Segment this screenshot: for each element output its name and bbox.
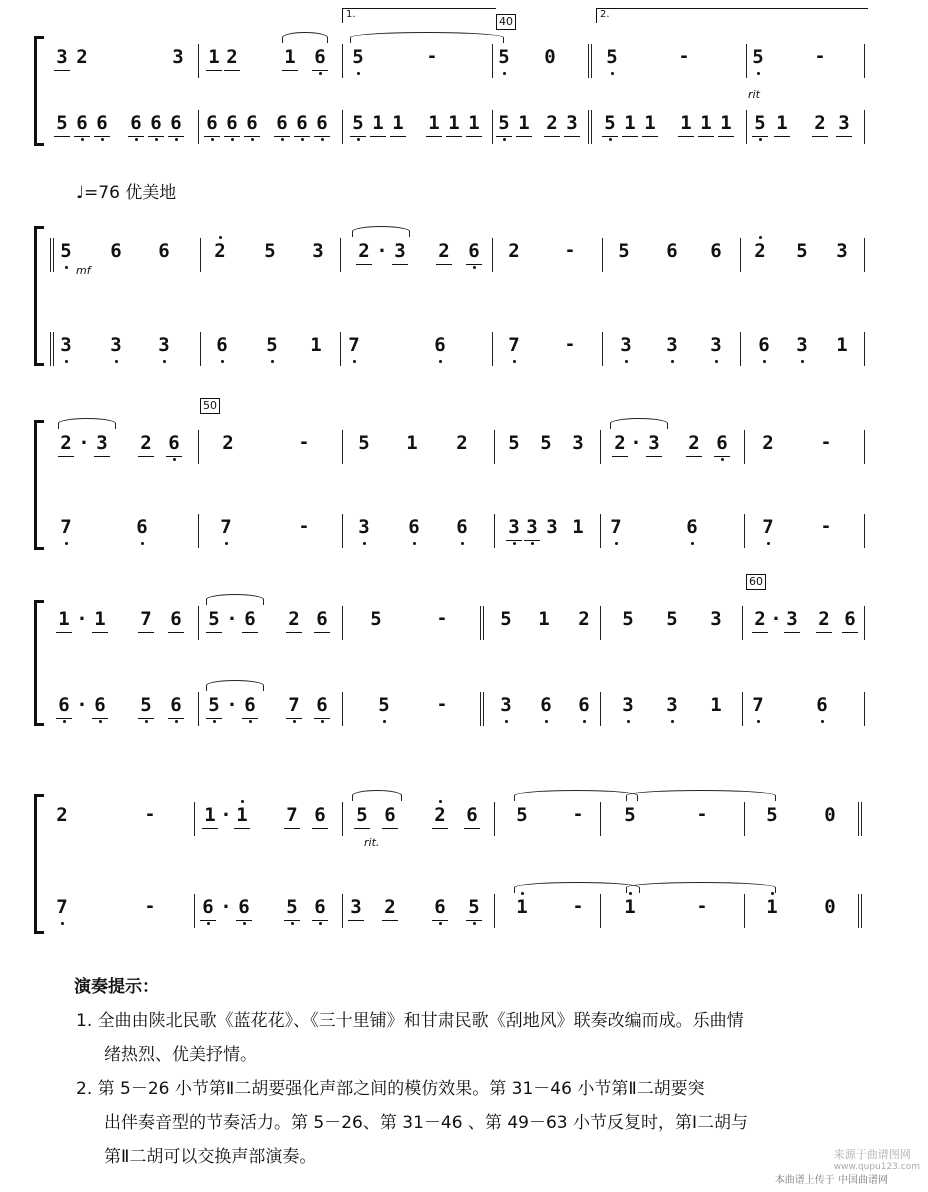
note: 3 [662, 694, 682, 716]
note: 6 [90, 694, 110, 716]
note: 6 [166, 112, 186, 134]
barline [200, 238, 201, 272]
note: 6 [462, 804, 482, 826]
note: 3 [172, 46, 184, 68]
note: 2 [430, 804, 450, 826]
note: 1 [710, 694, 722, 716]
note: 6 [312, 694, 332, 716]
dash: - [698, 896, 706, 917]
barline [858, 802, 865, 836]
note: 1 [280, 46, 300, 68]
barline [480, 692, 487, 726]
note: 7 [504, 334, 524, 356]
note: 5 [282, 896, 302, 918]
score-system-4 [0, 575, 928, 726]
dash: - [300, 432, 308, 453]
note: 5 [600, 112, 620, 134]
barline [864, 692, 865, 726]
note: 3 [522, 516, 542, 538]
note: 7 [216, 516, 236, 538]
note: 5 [52, 112, 72, 134]
barline [858, 894, 865, 928]
barline [602, 238, 603, 272]
barline [342, 802, 343, 836]
note: 2 [578, 608, 590, 630]
note: 6 [754, 334, 774, 356]
note: 6 [452, 516, 472, 538]
footer: 本曲谱上传于 中国曲谱网 [774, 1175, 888, 1186]
watermark: 来源于曲谱图网 www.qupu123.com [833, 1148, 920, 1172]
note: 1 [836, 334, 848, 356]
note: 7 [606, 516, 626, 538]
barline [588, 110, 595, 144]
note: 6 [682, 516, 702, 538]
note: 3 [618, 694, 638, 716]
note: 1 [444, 112, 464, 134]
mf-mark: mf [76, 264, 91, 277]
staff-lower [0, 328, 928, 368]
tempo-mark: ♩=76 优美地 [76, 183, 177, 203]
barline [588, 44, 595, 78]
note: 6 [92, 112, 112, 134]
barline [492, 110, 493, 144]
note: 2 [610, 432, 630, 454]
dash: - [146, 804, 154, 825]
barline [342, 514, 343, 548]
staff-upper [0, 798, 928, 838]
note: 5 [666, 608, 678, 630]
note: 5 [370, 608, 382, 630]
tie [352, 790, 402, 801]
barline [864, 44, 865, 78]
note: 6 [430, 334, 450, 356]
note: 7 [758, 516, 778, 538]
note-1-line-2: 绪热烈、优美抒情。 [104, 1045, 257, 1065]
note: 6 [72, 112, 92, 134]
note: 3 [504, 516, 524, 538]
note: 0 [544, 46, 556, 68]
dash: - [574, 804, 582, 825]
note: 3 [56, 334, 76, 356]
barline [494, 802, 495, 836]
note: 7 [748, 694, 768, 716]
note: 3 [154, 334, 174, 356]
note: 3 [706, 334, 726, 356]
note: 6 [164, 432, 184, 454]
barline [198, 692, 199, 726]
barline [600, 514, 601, 548]
barline [864, 238, 865, 272]
barline [746, 110, 747, 144]
staff-lower [0, 688, 928, 728]
note: 3 [836, 240, 848, 262]
note: 2 [76, 46, 88, 68]
note: 5 [348, 112, 368, 134]
barline [864, 110, 865, 144]
note: 1 [232, 804, 252, 826]
note: 2 [222, 432, 234, 454]
note: 2 [542, 112, 562, 134]
barline [342, 110, 343, 144]
note: 6 [380, 804, 400, 826]
note: 6 [240, 608, 260, 630]
note: 0 [824, 896, 836, 918]
barline [602, 332, 603, 366]
barline [194, 802, 195, 836]
note: 6 [222, 112, 242, 134]
note: 2 [284, 608, 304, 630]
note: 6 [840, 608, 860, 630]
note: 2 [750, 240, 770, 262]
score-system-5 [0, 794, 928, 934]
note: 2 [810, 112, 830, 134]
note: 2 [456, 432, 468, 454]
note: 2 [222, 46, 242, 68]
note: 5 [358, 432, 370, 454]
note: 2 [762, 432, 774, 454]
note: 6 [166, 608, 186, 630]
staff-upper [0, 602, 928, 642]
note: 1 [90, 608, 110, 630]
note: 0 [824, 804, 836, 826]
note: · [226, 608, 238, 630]
note: 1 [512, 896, 532, 918]
note: 5 [494, 112, 514, 134]
note: 7 [344, 334, 364, 356]
tie [58, 418, 116, 429]
note: 5 [264, 240, 276, 262]
dash: - [146, 896, 154, 917]
barline [494, 514, 495, 548]
note: 2 [56, 804, 68, 826]
note: 1 [406, 432, 418, 454]
note: 3 [346, 896, 366, 918]
barline [340, 238, 341, 272]
note: 6 [54, 694, 74, 716]
barline [864, 430, 865, 464]
note: 3 [92, 432, 112, 454]
rit-mark: rit [748, 88, 760, 101]
note: 2 [210, 240, 230, 262]
barline [342, 430, 343, 464]
score-system-2 [0, 226, 928, 366]
barline [494, 894, 495, 928]
barline [742, 606, 743, 640]
note: · [220, 896, 232, 918]
note: 6 [464, 240, 484, 262]
note: 6 [666, 240, 678, 262]
note: 2 [434, 240, 454, 262]
note: 3 [644, 432, 664, 454]
note: 1 [716, 112, 736, 134]
note: 3 [546, 516, 558, 538]
barline [600, 430, 601, 464]
note: 2 [814, 608, 834, 630]
note: 6 [430, 896, 450, 918]
note: 7 [136, 608, 156, 630]
tie [350, 32, 504, 43]
note: 2 [354, 240, 374, 262]
note: 5 [602, 46, 622, 68]
note: 1 [388, 112, 408, 134]
note: 6 [212, 334, 232, 356]
note: 5 [766, 804, 778, 826]
dash: - [438, 694, 446, 715]
note: 3 [312, 240, 324, 262]
note: · [220, 804, 232, 826]
tie [514, 790, 638, 801]
note: 6 [292, 112, 312, 134]
note: 6 [166, 694, 186, 716]
barline [864, 514, 865, 548]
barline [600, 692, 601, 726]
dash: - [822, 432, 830, 453]
barline [864, 606, 865, 640]
barline [744, 430, 745, 464]
barline [194, 894, 195, 928]
note: 5 [516, 804, 528, 826]
rit-mark-2: rit. [364, 836, 380, 849]
staff-lower [0, 106, 928, 146]
note: 5 [500, 608, 512, 630]
note: 2 [684, 432, 704, 454]
notes-title: 演奏提示： [74, 977, 159, 997]
note: 2 [56, 432, 76, 454]
barline [342, 44, 343, 78]
barline [740, 332, 741, 366]
score-system-3 [0, 399, 928, 550]
barline [492, 238, 493, 272]
note: 5 [204, 608, 224, 630]
note: 1 [514, 112, 534, 134]
barline [200, 332, 201, 366]
note: 3 [710, 608, 722, 630]
note: 1 [640, 112, 660, 134]
note: 6 [310, 46, 330, 68]
note: 1 [368, 112, 388, 134]
note: 5 [494, 46, 514, 68]
note: 1 [538, 608, 550, 630]
dash: - [566, 240, 574, 261]
barline [744, 514, 745, 548]
note: 6 [234, 896, 254, 918]
note: 6 [574, 694, 594, 716]
note: 6 [712, 432, 732, 454]
tie [206, 680, 264, 691]
barline [600, 606, 601, 640]
note: 5 [262, 334, 282, 356]
staff-lower [0, 510, 928, 550]
volta-2: 2. [596, 8, 868, 23]
rehearsal-mark-60: 60 [746, 574, 766, 590]
dash: - [816, 46, 824, 67]
note: 5 [464, 896, 484, 918]
note: 2 [380, 896, 400, 918]
note: 5 [618, 240, 630, 262]
tie [610, 418, 668, 429]
barline [742, 692, 743, 726]
staff-upper [0, 234, 928, 274]
note: 3 [834, 112, 854, 134]
rehearsal-mark-50: 50 [200, 398, 220, 414]
note: 6 [536, 694, 556, 716]
barline [600, 802, 601, 836]
note: 5 [508, 432, 520, 454]
note: 3 [662, 334, 682, 356]
note: 2 [750, 608, 770, 630]
note: · [76, 694, 88, 716]
tie [352, 226, 410, 237]
note: 3 [616, 334, 636, 356]
note: 2 [508, 240, 520, 262]
note: 5 [750, 112, 770, 134]
barline [494, 430, 495, 464]
note: 6 [146, 112, 166, 134]
dash: - [822, 516, 830, 537]
barline [744, 894, 745, 928]
barline [198, 514, 199, 548]
note: 6 [272, 112, 292, 134]
dash: - [438, 608, 446, 629]
barline [342, 606, 343, 640]
note: 3 [106, 334, 126, 356]
note-2-line-1: 2. 第 5－26 小节第Ⅱ二胡要强化声部之间的模仿效果。第 31－46 小节第Ⅱ二胡要突 [76, 1079, 705, 1099]
barline [492, 44, 493, 78]
volta-1: 1. [342, 8, 496, 23]
note: · [226, 694, 238, 716]
note: 3 [390, 240, 410, 262]
note: · [78, 432, 90, 454]
tie [282, 32, 328, 43]
note: 5 [624, 804, 636, 826]
note: · [770, 608, 782, 630]
barline [342, 692, 343, 726]
barline [198, 430, 199, 464]
note: 6 [242, 112, 262, 134]
note: 3 [562, 112, 582, 134]
score-system-1 [0, 9, 928, 146]
note: 5 [540, 432, 552, 454]
note: 2 [136, 432, 156, 454]
note: 6 [158, 240, 170, 262]
dash: - [300, 516, 308, 537]
barline [744, 802, 745, 836]
barline [864, 332, 865, 366]
note: 5 [204, 694, 224, 716]
barline [340, 332, 341, 366]
note: 5 [622, 608, 634, 630]
tie [626, 790, 776, 801]
note-2-line-3: 第Ⅱ二胡可以交换声部演奏。 [104, 1147, 317, 1167]
note: 5 [796, 240, 808, 262]
barline [342, 894, 343, 928]
note: 6 [198, 896, 218, 918]
note: 1 [772, 112, 792, 134]
note: 1 [620, 112, 640, 134]
note: 3 [782, 608, 802, 630]
tie [514, 882, 640, 893]
note: 6 [132, 516, 152, 538]
note: 5 [136, 694, 156, 716]
note: 5 [352, 804, 372, 826]
tie [626, 882, 776, 893]
note: 5 [348, 46, 368, 68]
barline [198, 44, 199, 78]
note: 5 [748, 46, 768, 68]
note: 6 [812, 694, 832, 716]
barline [746, 44, 747, 78]
note: 6 [110, 240, 122, 262]
note: 1 [572, 516, 584, 538]
staff-upper [0, 426, 928, 466]
note: 3 [52, 46, 72, 68]
note: 6 [126, 112, 146, 134]
rehearsal-mark-40: 40 [496, 14, 516, 30]
note: 1 [464, 112, 484, 134]
dash: - [428, 46, 436, 67]
note: 1 [676, 112, 696, 134]
dash: - [680, 46, 688, 67]
note: 3 [792, 334, 812, 356]
note: 6 [710, 240, 722, 262]
note: 6 [202, 112, 222, 134]
barline [198, 606, 199, 640]
dash: - [574, 896, 582, 917]
note: · [376, 240, 388, 262]
note: 6 [240, 694, 260, 716]
note: 1 [310, 334, 322, 356]
barline [740, 238, 741, 272]
dash: - [698, 804, 706, 825]
note: 1 [696, 112, 716, 134]
note-2-line-2: 出伴奏音型的节奏活力。第 5－26、第 31－46 、第 49－63 小节反复时，第Ⅰ二胡与 [104, 1113, 749, 1133]
barline [480, 606, 487, 640]
note-1-line-1: 1. 全曲由陕北民歌《蓝花花》、《三十里铺》和甘肃民歌《刮地风》联奏改编而成。乐曲情 [76, 1011, 744, 1031]
note: 1 [204, 46, 224, 68]
note: 1 [762, 896, 782, 918]
staff-lower [0, 890, 928, 930]
note: 3 [496, 694, 516, 716]
note: 7 [56, 516, 76, 538]
note: 6 [312, 112, 332, 134]
note: 7 [284, 694, 304, 716]
note: 1 [620, 896, 640, 918]
dash: - [566, 334, 574, 355]
note: 1 [424, 112, 444, 134]
note: 3 [354, 516, 374, 538]
note: 5 [56, 240, 76, 262]
note: 6 [310, 804, 330, 826]
tie [206, 594, 264, 605]
note: 1 [54, 608, 74, 630]
note: 7 [282, 804, 302, 826]
note: 7 [52, 896, 72, 918]
note: 1 [200, 804, 220, 826]
note: · [630, 432, 642, 454]
barline [198, 110, 199, 144]
barline [492, 332, 493, 366]
staff-upper [0, 40, 928, 80]
note: 5 [374, 694, 394, 716]
note: 6 [404, 516, 424, 538]
note: 6 [310, 896, 330, 918]
note: 6 [312, 608, 332, 630]
note: 3 [572, 432, 584, 454]
barline [600, 894, 601, 928]
note: · [76, 608, 88, 630]
